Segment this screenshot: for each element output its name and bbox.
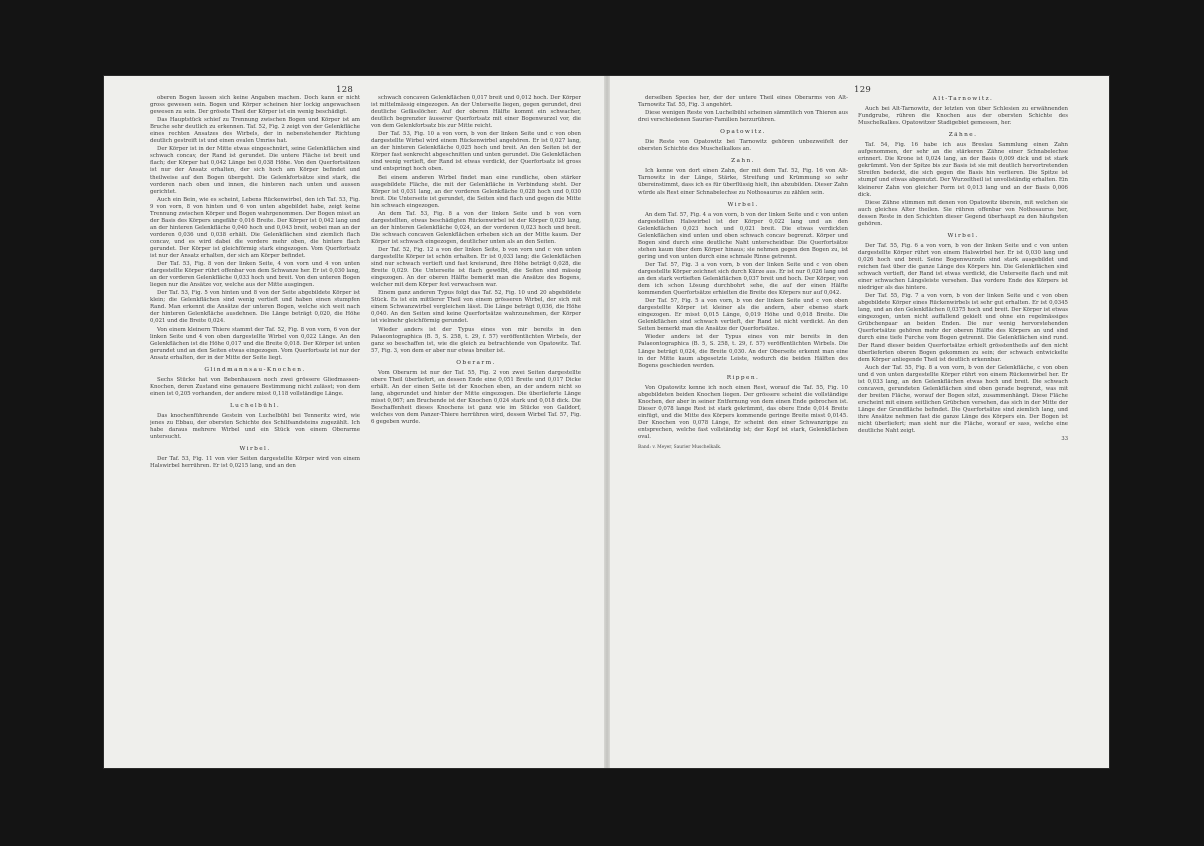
paragraph: derselben Species her, der der untere Theil eines Oberarms von Alt-Tarnowitz Taf. 55, Fig. 3 angehört. xyxy=(638,95,848,109)
section-heading: Oberarm. xyxy=(456,359,496,366)
paragraph: Der Taf. 53, Fig. 11 von vier Seiten dargestellte Körper wird von einem Halswirbel herrühren. Er ist 0,0215 lang, und an den xyxy=(150,456,360,470)
paragraph: Bei einem anderen Wirbel findet man eine rundliche, oben stärker ausgebildete Fläche, die mit der Gelenkfläche in Verbindung steht. Der Körper ist 0,031 lang, an der vorderen Gelenkfläche 0,028 hoch und 0,030 breit. Die Unterseite ist gerundet, die Seiten sind flach und gegen die Mitte hin schwach eingezogen. xyxy=(371,174,581,209)
signature-mark: 33 xyxy=(1061,436,1068,443)
section-heading: Zahn. xyxy=(731,158,755,165)
paragraph: Auch ein Bein, wie es scheint, Lebens Rückenwirbel, den ich Taf. 53, Fig. 9 von vorn, 8 von hinten und 6 von unten abgebildet habe, zeigt keine Trennung zwischen Körper und Bogen wahrgenommen. Der Bogen misst an der Basis des Körpers ungefähr 0,016 Breite. Der Körper ist 0,042 lang und an der hinteren Gelenkfläche 0,040 hoch und 0,043 breit, wobei man an der vorderen 0,036 und 0,038 erhält. Die Gelenkflächen sind ziemlich flach concav, und es wird dabei die vordere mehr oben, die hintere flach gerundet. Der Körper ist gleichförmig stark eingezogen. Vom Querfortsatz ist nur der Ansatz erhalten, der sich am Körper befindet. xyxy=(150,196,360,260)
paragraph: Der Körper ist in der Mitte etwas eingeschnürt, seine Gelenkflächen sind schwach concav, der Rand ist gerundet. Die untere Fläche ist breit und flach; der Körper hat 0,042 Länge bei 0,038 Höhe. Von den Querfortsätzen ist nur der Ansatz erhalten, der sich hoch am Körper befindet und theilweise auf den Bogen übergeht. Die Gelenkfortsätze sind stark, die vorderen nach oben und innen, die hinteren nach unten und aussen gerichtet. xyxy=(150,146,360,195)
section-heading: Wirbel. xyxy=(727,201,759,208)
paragraph: Der Taf. 53, Fig. 8 von der linken Seite, 4 von vorn und 4 von unten dargestellte Körper rührt offenbar von dem Schwanze her. Er ist 0,030 lang, an der vorderen Gelenkfläche 0,033 hoch und breit. Von den unteren Bogen liegen nur die Ansätze vor, welche aus der Mitte ausgingen. xyxy=(150,261,360,289)
left-page xyxy=(104,76,604,768)
page-number: 129 xyxy=(854,85,872,95)
paragraph: Der Taf. 52, Fig. 12 a von der linken Seite, b von vorn und c von unten dargestellte Körper ist schön erhalten. Er ist 0,033 lang; die Gelenkflächen sind nur schwach vertieft und fast kreisrund, ihre Höhe beträgt 0,028, die Breite 0,029. Die Unterseite ist flach gewölbt, die Seiten sind mässig eingezogen. An der oberen Hälfte bemerkt man die Ansätze des Bogens, welcher mit dem Körper fest verwachsen war. xyxy=(371,246,581,289)
paragraph: Vom Oberarm ist nur der Taf. 55, Fig. 2 von zwei Seiten dargestellte obere Theil überliefert, an dessen Ende eine 0,051 Breite und 0,017 Dicke erhält. An der einen Seite ist der Knochen eben, an der andern nicht so lang, abgerundet und hinter der Mitte eingezogen. Die überlieferte Länge misst 0,067; am Bruchende ist der Knochen 0,024 stark und 0,018 dick. Die Beschaffenheit dieses Knochens ist ganz wie im Stücke von Gaildorf, welches von dem Panzer-Thiere herrühren wird, dessen Wirbel Taf. 57, Fig. 6 gegeben wurde. xyxy=(371,369,581,426)
text-column xyxy=(858,95,1068,760)
section-heading: Rippen. xyxy=(726,374,760,381)
paragraph: Das knochenführende Gestein von Luchelbühl bei Tenneritz wird, wie jenes zu Ebbau, der obersten Schichte des Schilfsandsteins zugezählt. Ich habe daraus mehrere Wirbel und ein Stück von einem Oberarme untersucht. xyxy=(150,412,360,441)
text-column xyxy=(371,95,581,760)
right-page xyxy=(610,76,1109,768)
paragraph: Der Taf. 53, Fig. 10 a von vorn, b von der linken Seite und c von oben dargestellte Wirbel wird einem Rückenwirbel angehören. Er ist 0,027 lang, an der hinteren Gelenkfläche 0,025 hoch und breit. An den Seiten ist der Körper fast senkrecht abgeschnitten und unten gerundet. Die Gelenkflächen sind wenig vertieft, der Rand ist etwas verdickt, der Querfortsatz ist gross und entspringt hoch oben. xyxy=(371,131,581,173)
paragraph: Auch bei Alt-Tarnowitz, der letzten von über Schlesien zu erwähnenden Fundgrube, rühren die Knochen aus der obersten Schichte des Muschelkalkes. Opatowitzer Stadigebiet gemessen, her. xyxy=(858,106,1068,127)
paragraph: Das Hauptstück schief zu Trennung zwischen Bogen und Körper ist am Bruche sehr deutlich zu erkennen. Taf. 52, Fig. 2 zeigt von der Gelenkfläche eines rechten Ansatzes des Wirbels, der in nebenstehender Richtung deutlich gestreift ist und einen ovalen Umriss hat. xyxy=(150,117,360,145)
paragraph: Diese wenigen Reste von Luchelbühl scheinen sämmtlich von Thieren aus drei verschiedenen Saurier-Familien herzurühren. xyxy=(638,110,848,124)
paragraph: Einem ganz anderen Typus folgt das Taf. 52, Fig. 10 und 20 abgebildete Stück. Es ist ein mittlerer Theil von einem grösseren Wirbel, der sich mit einem Schwanzwirbel vergleichen lässt. Die Länge beträgt 0,036, die Höhe 0,040. An den Seiten sind keine Querfortsätze wahrzunehmen, der Körper ist vielmehr gleichförmig gerundet. xyxy=(371,290,581,325)
paragraph: Der Taf. 55, Fig. 6 a von vorn, b von der linken Seite und c von unten dargestellte Körper rührt von einem Halswirbel her. Er ist 0,030 lang und 0,026 hoch und breit. Seine Bogenwurzeln sind stark ausgebildet und reichen fast über die ganze Länge des Körpers hin. Die Gelenkflächen sind schwach vertieft, der Rand ist etwas verdickt, die Unterseite flach und mit einer schwachen Längsleiste versehen. Das vordere Ende des Körpers ist niedriger als das hintere. xyxy=(858,242,1068,292)
paragraph: Sechs Stücke hat von Bebenhausen noch zwei grössere Gliedmassen-Knochen, deren Zustand eine genauere Bestimmung nicht zulässt; von dem einen ist 0,205 vorhanden, der andere misst 0,118 vollständige Länge. xyxy=(150,376,360,397)
paragraph: Die Reste von Opatowitz bei Tarnowitz gehören unbezweifelt der obersten Schichte des Muschelkalkes an. xyxy=(638,139,848,153)
text-column xyxy=(638,95,848,760)
paragraph: Wieder anders ist der Typus eines von mir bereits in den Palaeontographica (B. 5, S. 258, t. 29, f. 57) veröffentlichten Wirbels, der ganz so beschaffen ist, wie die gleich zu betrachtende von Opatowitz. Taf. 57, Fig. 3, von dem er aber nur etwas breiter ist. xyxy=(371,326,581,354)
book-spread xyxy=(104,76,1109,768)
paragraph: oberen Bogen lassen sich keine Angaben machen. Doch kann er nicht gross gewesen sein. Bogen und Körper scheinen hier lockig angewachsen gewesen zu sein. Der grösste Theil der Körper ist ein wenig beschädigt. xyxy=(150,95,360,116)
section-heading: Wirbel. xyxy=(947,232,979,239)
paragraph: Der Taf. 57, Fig. 3 a von vorn, b von der linken Seite und c von oben dargestellte Körper zeichnet sich durch Kürze aus. Er ist nur 0,026 lang und an den stark vertieften Gelenkflächen 0,037 breit und hoch. Der Körper, von dem ich schon Lösung durchbohrt sehe, die auf der einen Hälfte kommenden Querfortsätze erhielten die Breite des Körpers nur auf 0,042. xyxy=(638,261,848,297)
paragraph: Ich kenne von dort einen Zahn, der mit dem Taf. 52, Fig. 16 von Alt-Tarnowitz in der Länge, Stärke, Streifung und Krümmung so sehr übereinstimmt, dass ich es für überflüssig hielt, ihn abzubilden. Dieser Zahn würde als Rest einer Schnabelechse zu Nothosaurus zu zählen sein. xyxy=(638,168,848,196)
paragraph: Der Taf. 57, Fig. 5 a von vorn, b von der linken Seite und c von oben dargestellte Körper ist kleiner als die andern, aber ebenso stark eingezogen. Er misst 0,015 Länge, 0,019 Höhe und 0,018 Breite. Die Gelenkflächen sind schwach vertieft, der Rand ist nicht verdickt. An den Seiten bemerkt man die Ansätze der Querfortsätze. xyxy=(638,298,848,333)
paragraph: An dem Taf. 57, Fig. 4 a von vorn, b von der linken Seite und c von unten dargestellten Halswirbel ist der Körper 0,022 lang und an den Gelenkflächen 0,023 hoch und 0,021 breit. Die etwas verdickten Gelenkflächen sind unten und oben schwach concav begrenzt. Körper und Bogen sind durch eine deutliche Naht unterscheidbar. Die Querfortsätze stehen kaum über dem Körper hinaus; sie nehmen gegen den Bogen zu, ist gering und von unten durch eine schmale Rinne getrennt. xyxy=(638,211,848,260)
section-heading: Zähne. xyxy=(948,132,978,139)
section-heading: Glindmannsau-Knochen. xyxy=(204,366,306,373)
footnote: Band: v. Meyer, Saurier Muschelkalk. xyxy=(638,445,722,451)
section-heading: Wirbel. xyxy=(239,446,271,453)
paragraph: An dem Taf. 53, Fig. 8 a von der linken Seite und b von vorn dargestellten, etwas beschädigten Rückenwirbel ist der Körper 0,029 lang, an der hinteren Gelenkfläche 0,024, an der vorderen 0,023 hoch und breit. Die schwach concaven Gelenkflächen erheben sich an der Mitte kaum. Der Körper ist schwach eingezogen, deutlicher unten als an den Seiten. xyxy=(371,210,581,245)
page-number: 128 xyxy=(336,85,354,95)
paragraph: Der Taf. 53, Fig. 5 von hinten und 8 von der Seite abgebildete Körper ist klein; die Gelenkflächen sind wenig vertieft und haben einen stumpfen Rand. Man erkennt die Ansätze der unteren Bogen, welche sich weit nach der hinteren Gelenkfläche ausdehnen. Die Länge beträgt 0,020, die Höhe 0,021 und die Breite 0,024. xyxy=(150,290,360,325)
paragraph: Auch der Taf. 55, Fig. 8 a von vorn, b von der Gelenkfläche, c von oben und d von unten dargestellte Körper rührt von einem Rückenwirbel her. Er ist 0,033 lang, an den Gelenkflächen etwas hoch und breit. Die schwach concaven, gerundeten Gelenkflächen sind oben gerade begrenzt, was mit der breiten Fläche, worauf der Bogen sitzt, zusammenhängt. Diese Fläche erscheint mit einem seitlichen Grübchen versehen, das sich in der Mitte der Länge der Grundfläche befindet. Die Querfortsätze sind ziemlich lang, und ihre Ansätze nehmen fast die ganze Länge des Körpers ein. Der Bogen ist nicht überliefert; man sieht nur die Fläche, worauf er sass, welche eine deutliche Naht zeigt. xyxy=(858,364,1068,435)
paragraph: Der Taf. 55, Fig. 7 a von vorn, b von der linken Seite und c von oben abgebildete Körper eines Rückenwirbels ist sehr gut erhalten. Er ist 0,0345 lang, und an den Gelenkflächen 0,0375 hoch und breit. Der Körper ist etwas eingezogen, unten nicht auffallend gekielt und ohne ein regelmässiges Grübchenpaar an beiden Enden. Die nur wenig hervorstehenden Querfortsätze gehören mehr der oberen Hälfte des Körpers an und sind durch eine tiefe Furche vom Bogen getrennt. Die Gelenkflächen sind rund. Der Rand dieser beiden Querfortsätze erhielt grösstentheils auf den nicht überlieferten oberen Bogen gekommen zu sein; der schwach entwickelte dem Körper anliegende Theil ist deutlich erkennbar. xyxy=(858,293,1068,363)
paragraph: Diese Zähne stimmen mit denen von Opatowitz überein, mit welchen sie auch gleiches Alter theilen. Sie rühren offenbar von Nothosaurus her, dessen Reste in den Schichten dieser Gegend überhaupt zu den häufigsten gehören. xyxy=(858,199,1068,227)
section-heading: Alt-Tarnowitz. xyxy=(932,96,994,102)
section-heading: Opatowitz. xyxy=(720,129,766,136)
paragraph: Taf. 54, Fig. 16 habe ich aus Breslau Sammlung einen Zahn aufgenommen, der sehr an die stärkeren Zähne einer Schnabelechse erinnert. Die Krone ist 0,024 lang, an der Basis 0,009 dick und ist stark gekrümmt. Von der Spitze bis zur Basis ist sie mit deutlich hervortretenden Streifen bedeckt, die sich gegen die Basis hin verlieren. Die Spitze ist stumpf und etwas abgenutzt. Der Wurzeltheil ist unvollständig erhalten. Ein kleinerer Zahn von gleicher Form ist 0,013 lang und an der Basis 0,006 dick. xyxy=(858,142,1068,198)
paragraph: Von einem kleinern Thiere stammt der Taf. 52, Fig. 8 von vorn, 6 von der linken Seite und 4 von oben dargestellte Wirbel von 0,022 Länge. An den Gelenkflächen ist die Höhe 0,017 und die Breite 0,018. Der Körper ist unten gerundet und an den Seiten etwas eingezogen. Vom Querfortsatz ist nur der Ansatz erhalten, der in der Mitte der Seite liegt. xyxy=(150,326,360,361)
section-heading: Luchelbühl. xyxy=(229,402,281,409)
paragraph: schwach concaven Gelenkflächen 0,017 breit und 0,012 hoch. Der Körper ist mittelmässig eingezogen. An der Unterseite liegen, gegen gerundet, drei deutliche Gefässlöcher. Auf der oberen Hälfte kommt ein schwacher, deutlich begrenzter äusserer Querfortsatz mit einer Bogenwurzel vor, die von dem Gelenkfortsatz bis zur Mitte reicht. xyxy=(371,95,581,130)
paragraph: Wieder anders ist der Typus eines von mir bereits in den Palaeontographica (B. 5, S. 258, t. 29, f. 57) veröffentlichten Wirbels. Die Länge beträgt 0,024, die Breite 0,030. An der Oberseite erkennt man eine in der Mitte kaum abgesetzte Leiste, wodurch die beiden Hälften des Bogens geschieden werden. xyxy=(638,334,848,369)
text-column xyxy=(150,95,360,760)
paragraph: Von Opatowitz kenne ich noch einen Rest, worauf die Taf. 55, Fig. 10 abgebildeten beiden Knochen liegen. Der grössere scheint die vollständige Knochen, der aber in seiner Entfernung von dem einen Ende gebrochen ist. Dieser 0,078 lange Rest ist stark gekrümmt, das obere Ende 0,014 Breite einfügt, und die Mitte des Körpers kommende geringe Breite misst 0,0145. Der Knochen von 0,078 Länge, Er scheint den einer Schwanzrippe zu entsprechen, welche fast vollständig ist; der Kopf ist stark, Gelenkflächen oval. xyxy=(638,384,848,441)
